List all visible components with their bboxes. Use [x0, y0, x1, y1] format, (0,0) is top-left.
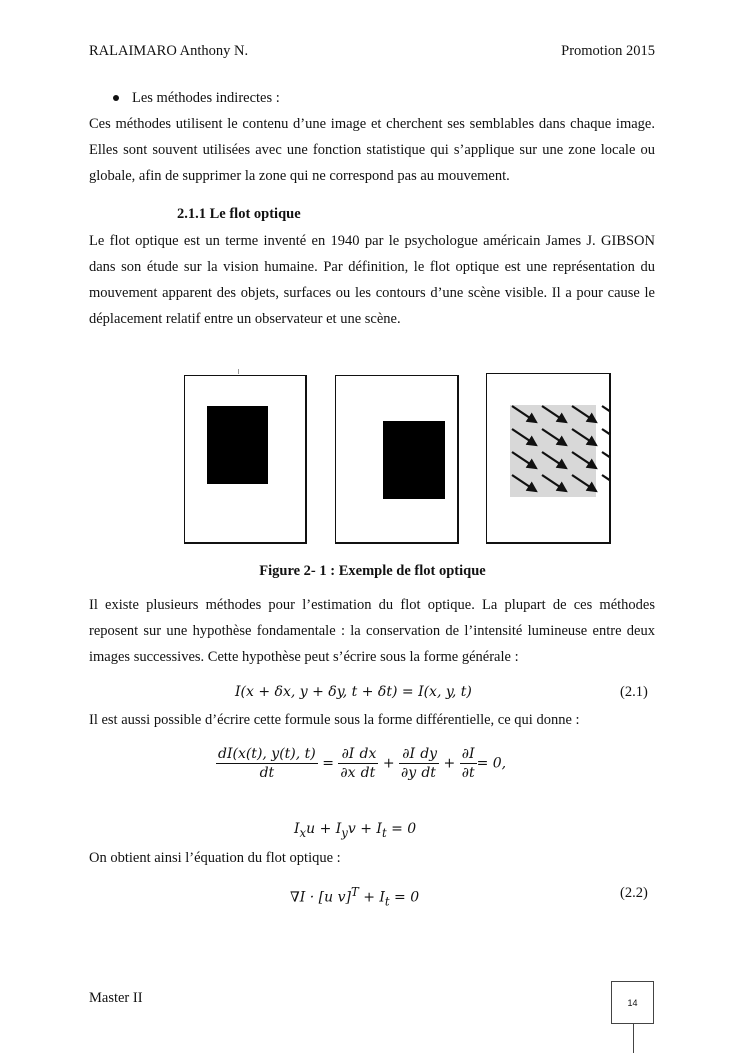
equation-2-1: I(x + δx, y + δy, t + δt) = I(x, y, t): [235, 684, 472, 700]
text-line: dans son étude sur la vision humaine. Par définition, le flot optique est une représentation du: [89, 259, 655, 275]
fraction-numerator: ∂I: [338, 745, 357, 764]
fraction-denominator: dt: [421, 765, 436, 781]
math-symbol: I: [294, 821, 300, 837]
intro-paragraph: [89, 111, 655, 189]
section-heading: 2.1.1 Le flot optique: [177, 206, 301, 222]
math-subscript: t: [381, 825, 387, 840]
math-term: = 0: [389, 889, 420, 906]
math-term: u + I: [306, 821, 342, 837]
equation-2-2: [290, 885, 419, 908]
methods-paragraph: [89, 592, 655, 670]
fraction-denominator: dt: [360, 765, 376, 781]
text-line: Le flot optique est un terme inventé en 1940 par le psychologue américain James J. GIBSON: [89, 233, 655, 249]
equation-tail: = 0,: [476, 755, 507, 772]
fraction-numerator: ∂I: [460, 745, 477, 764]
header-author: RALAIMARO Anthony N.: [89, 43, 249, 59]
figure-frame-1: [184, 375, 307, 544]
equals-sign: =: [322, 755, 334, 772]
fraction-denominator: ∂x: [340, 765, 356, 781]
text-line: images successives. Cette hypothèse peut s’écrire sous la forme générale :: [89, 649, 519, 665]
fraction: [338, 745, 357, 782]
bullet-dot-icon: [113, 95, 119, 101]
math-subscript: x: [299, 825, 307, 840]
moving-object-frame-2: [383, 421, 445, 499]
text-line: mouvement apparent des objets, surfaces ou les contours d’une scène visible. Il a pour cause le: [89, 285, 655, 301]
flow-arrow-icon: [602, 475, 611, 491]
flow-arrow-icon: [602, 452, 611, 468]
math-subscript: y: [341, 825, 348, 840]
text-line: reposent sur une hypothèse fondamentale : la conservation de l’intensité lumineuse entre deux: [89, 623, 655, 639]
fraction-denominator: ∂t: [461, 765, 475, 781]
fraction-denominator: dt: [259, 765, 275, 781]
fraction: [358, 745, 379, 782]
equation-number-2-1: (2.1): [620, 684, 648, 700]
text-line: déplacement relatif entre un observateur et une scène.: [89, 311, 401, 327]
fraction: [399, 745, 418, 782]
plus-sign: +: [443, 755, 456, 772]
figure-caption: Figure 2- 1 : Exemple de flot optique: [259, 563, 486, 579]
equation-constraint: [294, 821, 416, 840]
equation-number-2-2: (2.2): [620, 885, 648, 901]
fraction-numerator: ∂I: [399, 745, 418, 764]
text-line: Ces méthodes utilisent le contenu d’une image et cherchent ses semblables dans chaque image.: [89, 116, 655, 132]
flot-paragraph: [89, 228, 655, 332]
flow-arrow-icon: [602, 406, 611, 422]
text-line: Elles sont souvent utilisées avec une fonction statistique qui s’applique sur une zone locale ou: [89, 142, 655, 158]
fraction-numerator: dI(x(t), y(t), t): [218, 746, 316, 762]
text-line: Il existe plusieurs méthodes pour l’estimation du flot optique. La plupart de ces méthodes: [89, 597, 655, 613]
bullet-text: Les méthodes indirectes :: [132, 90, 280, 106]
math-term: ∇I · [u v]: [290, 889, 351, 906]
math-subscript: t: [384, 894, 390, 909]
math-term: + I: [358, 889, 385, 906]
moving-object-frame-1: [207, 406, 268, 484]
differential-text: Il est aussi possible d’écrire cette formule sous la forme différentielle, ce qui donne :: [89, 712, 580, 728]
page-number-box: [611, 981, 654, 1024]
math-term: v + I: [347, 821, 382, 837]
math-term: = 0: [386, 821, 417, 837]
flow-arrow-icon: [602, 429, 611, 445]
fraction: [216, 745, 318, 782]
flow-field-svg: [486, 373, 611, 544]
page-number-line: [633, 1024, 634, 1053]
plus-sign: +: [382, 755, 395, 772]
fraction-numerator: dy: [420, 746, 438, 762]
footer-level: Master II: [89, 990, 143, 1006]
obtain-text: On obtient ainsi l’équation du flot optique :: [89, 850, 341, 866]
equation-differential: [216, 745, 506, 782]
figure-frame-flow: [486, 373, 611, 544]
text-line: globale, afin de supprimer la zone qui ne correspond pas au mouvement.: [89, 168, 510, 184]
figure-tick-mark: [238, 369, 239, 374]
fraction: [418, 745, 439, 782]
header-promotion: Promotion 2015: [561, 43, 655, 59]
fraction: [460, 745, 477, 782]
fraction-denominator: ∂y: [401, 765, 417, 781]
page-number: 14: [627, 997, 638, 1008]
bullet-item: [113, 90, 280, 107]
fraction-numerator: dx: [359, 746, 377, 762]
figure-frame-2: [335, 375, 459, 544]
math-superscript: T: [350, 885, 359, 899]
